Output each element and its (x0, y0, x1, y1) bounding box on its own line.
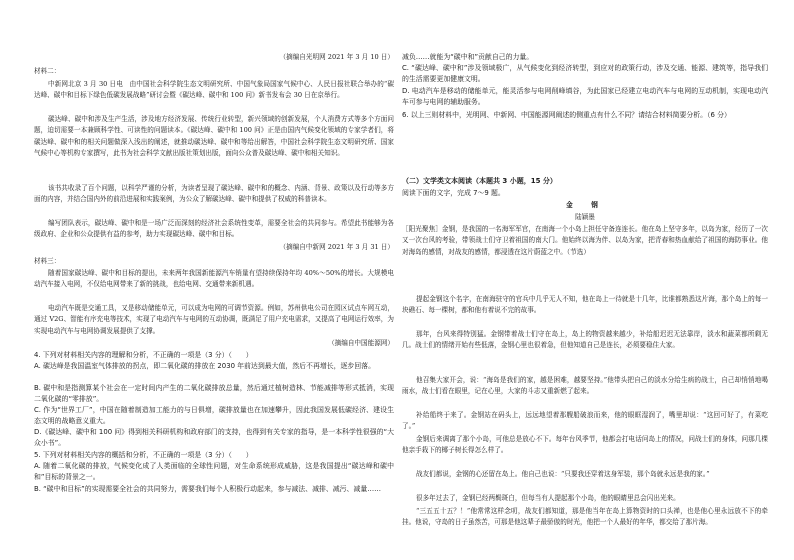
question-4: 4. 下列对材料相关内容的理解和分析，不正确的一项是（3 分）（ ） (34, 351, 253, 359)
option-c: C. 作为“世界工厂”，中国在随着制造加工能力的与日俱增，碳排放量也在加速攀升，因此我国发展低碳经济、建设生态文明的战略意义重大。 (34, 406, 394, 425)
article-paragraph: 战友们都说，金钢的心还留在岛上。他自己也说：“只要我还穿着这身军装，那个岛就永远是我的家。” (416, 470, 710, 478)
option-a: A. 碳达峰是我国温室气体排放的拐点，即二氧化碳的排放在 2030 年前达到最大值，然后不再增长，逐步回落。 (34, 362, 375, 370)
article-paragraph: 提起金钢这个名字，在南海驻守的官兵中几乎无人不知，他在岛上一待就是十几年，比谁都熟悉这片海，那个岛上的每一块礁石、每一棵树，都和他有着说不完的故事。 (402, 295, 768, 315)
article-paragraph: 那年，台风来得特别猛。金钢带着战士们守在岛上，岛上的物资越来越少，补给船迟迟无法靠岸，淡水和蔬菜都所剩无几。战士们的情绪开始有些低落，金钢心里也很着急，但他知道自己是连长，必须要稳住大家。 (402, 330, 768, 350)
option-c: C. “碳达峰、碳中和”涉及领域极广，从气候变化到经济转型，到应对的政策行动，涉及交通、能源、建筑等，指导我们的生活需要更加健康文明。 (402, 64, 768, 83)
option-b: B. “碳中和目标”的实现需要全社会的共同努力，需要我们每个人积极行动起来，参与减法、减排、减污、减量…… (34, 485, 381, 493)
material2-paragraph: 编写团队表示，碳达峰、碳中和是一场广泛而深刻的经济社会系统性变革，需要全社会的共同参与。希望此书能够为各级政府、企业和公众提供有益的参考，助力实现碳达峰、碳中和目标。 (34, 219, 394, 239)
material2-paragraph: 碳达峰、碳中和涉及生产生活，涉及地方经济发展、传统行业转型，新兴领域的创新发展，个人消费方式等多个方面问题，迫切需要一本兼顾科学性、可读性的问题读本。《碳达峰、碳中和 100 问》正是由国内气候变化领域的专家学者们，将碳达峰、碳中和的相关问题做深入浅出的阐述，就推动碳达峰、碳中和等给出解答，中国社会科学院生态文明研究所、国家气候中心等机构专家撰写，此书为社会科学文献出版社策划出版，面向公众普及碳达峰、碳中和相关知识。 (34, 115, 394, 157)
continued-line: 减负……就能为“碳中和”贡献自己的力量。 (402, 53, 534, 61)
article-paragraph: 补给船终于来了。金钢站在码头上，远远地望着那艘船破浪而来，他的眼眶湿润了，嘴里却说：“这回可好了，有菜吃了。” (402, 411, 768, 431)
question-6: 6. 以上三则材料中，光明网、中新网、中国能源网阐述的侧重点有什么不同？请结合材料简要分析。（6 分） (402, 111, 731, 119)
material3-paragraph: 电动汽车既是交通工具，又是移动储能单元，可以成为电网的可调节资源。例如，苏州供电公司在园区试点车网互动，通过 V2G、智能有序充电等技术，实现了电动汽车与电网的互动协调，既满足了用户充电需求，又提高了电网运行效率，为实现电动汽车与电网协调发展提供了支撑。 (34, 304, 394, 335)
article-paragraph: 很多年过去了，金钢已经两鬓斑白，但每当有人提起那个小岛，他的眼睛里总会闪出光来。 (416, 494, 680, 502)
source-line: （摘编自光明网 2021 年 3 月 10 日） (279, 53, 394, 61)
article-author: 陆颖墨 (575, 213, 595, 221)
article-paragraph: “三五五十五？！”他常常这样念叨，战友们都知道，那是他当年在岛上算物资时的口头禅，也是他心里永远放不下的牵挂。他说，守岛的日子虽然苦，可那是他这辈子最骄傲的时光，他把一个人最好的年华，都交给了那片海。 (402, 507, 768, 527)
material-label: 材料三： (34, 257, 61, 265)
material2-paragraph: 该书共收录了百个问题，以科学严谨的分析，为读者呈现了碳达峰、碳中和的概念、内涵、背景、政策以及行动等多方面的内容，并结合国内外的前沿进展和实践案例，为公众了解碳达峰、碳中和提供了权威的科普读本。 (34, 184, 394, 204)
option-d: D.《碳达峰、碳中和 100 问》得到相关科研机构和政府部门的支持，也得到有关专家的指导，是一本科学性很强的“大众小书”。 (34, 428, 394, 447)
section-instruction: 阅读下面的文字，完成 7～9 题。 (402, 189, 505, 197)
section-heading: （二）文学类文本阅读（本题共 3 小题，15 分） (402, 177, 557, 185)
option-a: A. 随着二氧化碳的排放，气候变化成了人类面临的全球性问题，对生命系统形成威胁，这是我国提出“碳达峰和碳中和”目标的背景之一。 (34, 462, 394, 481)
option-d: D. 电动汽车是移动的储能单元，能灵活参与电网削峰填谷，为此国家已经建立电动汽车与电网的互动机制，实现电动汽车可参与电网的辅助服务。 (402, 87, 768, 106)
article-paragraph: 他召集大家开会，说：“海岛是我们的家，越是困难，越要坚持。”他带头把自己的淡水分给生病的战士，自己却悄悄地喝雨水，战士们看在眼里，记在心里，大家的斗志又重新燃了起来。 (402, 376, 768, 396)
source-line: （摘编自中国能源网） (328, 339, 394, 347)
material-label: 材料二： (34, 67, 61, 75)
article-intro: ［阳光聚焦］金钢，是我国的一名海军军官，在南海一个小岛上担任守备连连长。他在岛上坚守多年，以岛为家，经历了一次又一次台风的考验，带领战士们守卫着祖国的南大门。他始终以海为伴、以岛为家，把青春和热血献给了祖国的海防事业。他对海岛的感情，对战友的感情，都浸透在这片蔚蓝之中。（节选） (402, 225, 768, 256)
article-paragraph: 金钢后来调离了那个小岛，可他总是放心不下。每年台风季节，他都会打电话问岛上的情况，问战士们的身体，问那几棵他亲手栽下的椰子树长得怎么样了。 (402, 435, 768, 455)
material2-paragraph: 中新网北京 3 月 30 日电 由中国社会科学院生态文明研究所、中国气象局国家气候中心、人民日报社联合举办的“碳达峰、碳中和目标下绿色低碳发展战略”研讨会暨《碳达峰、碳中和 100 问》新书发布会 30 日在京举行。 (34, 80, 394, 100)
article-title: 金 钢 (566, 201, 604, 209)
question-5: 5. 下列对材料相关内容的概括和分析，不正确的一项是（3 分）（ ） (34, 451, 253, 459)
material3-paragraph: 随着国家碳达峰、碳中和目标的提出，未来两年我国新能源汽车销量有望持续保持年均 40%～50%的增长。大规模电动汽车接入电网，不仅给电网带来了新的挑战，也给电网、交通带来新机遇。 (34, 269, 394, 289)
source-line: （摘编自中新网 2021 年 3 月 31 日） (279, 243, 394, 251)
option-b: B. 碳中和是指测算某个社会在一定时间内产生的二氧化碳排放总量，然后通过植树造林、节能减排等形式抵消，实现二氧化碳的“零排放”。 (34, 384, 394, 403)
